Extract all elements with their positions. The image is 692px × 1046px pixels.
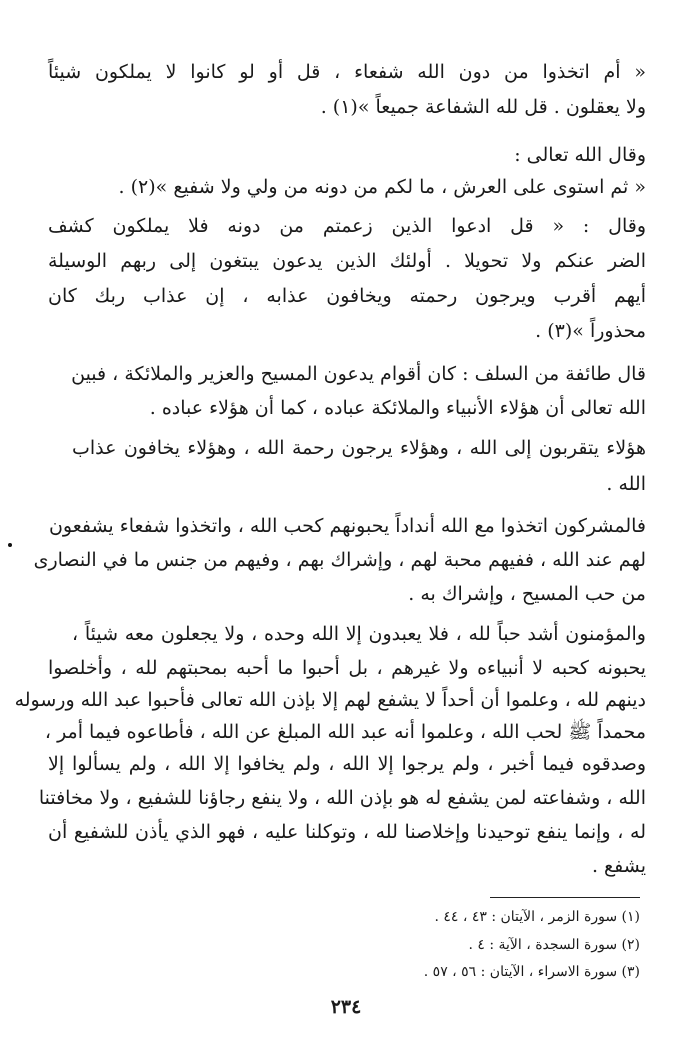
text-line: محمداً ﷺ لحب الله ، وعلموا أنه عبد الله المبلغ عن الله ، فأطاعوه فيما أمر ،	[44, 721, 646, 743]
text-line: الضر عنكم ولا تحويلا . أولئك الذين يدعون يبتغون إلى ربهم الوسيلة	[48, 250, 646, 272]
text-line: دينهم لله ، وعلموا أن أحداً لا يشفع لهم إلا بإذن الله تعالى فأحبوا عبد الله ورسوله	[14, 689, 646, 711]
text-line: يشفع .	[591, 855, 646, 877]
text-line: وصدقوه فيما أخبر ، ولم يرجوا إلا الله ، ولم يخافوا إلا الله ، ولم يسألوا إلا	[48, 753, 646, 775]
text-line: فالمشركون اتخذوا مع الله أنداداً يحبونهم كحب الله ، واتخذوا شفعاء يشفعون	[48, 515, 646, 537]
text-line: من حب المسيح ، وإشراك به .	[408, 583, 646, 605]
text-line: وقال : « قل ادعوا الذين زعمتم من دونه فلا يملكون كشف	[48, 215, 646, 237]
text-line: يحبونه كحبه لا أنبياءه ولا غيرهم ، بل أحبوا ما أحبه بمحبتهم لله ، وأخلصوا	[48, 657, 647, 679]
text-line: « ثم استوى على العرش ، ما لكم من دونه من ولي ولا شفيع »(٢) .	[118, 176, 646, 198]
text-line: وقال الله تعالى :	[514, 144, 646, 166]
text-line: لهم عند الله ، ففيهم محبة لهم ، وإشراك بهم ، وفيهم من جنس ما في النصارى	[33, 549, 646, 571]
page-number: ٢٣٤	[330, 996, 362, 1018]
text-line: الله تعالى أن هؤلاء الأنبياء والملائكة عباده ، كما أن هؤلاء عباده .	[149, 397, 646, 419]
margin-mark	[8, 543, 12, 547]
text-line: الله ، وشفاعته لمن يشفع له هو بإذن الله ، ولا ينفع رجاؤنا للشفيع ، ولا مخافتنا	[38, 787, 646, 809]
footnote: (٢) سورة السجدة ، الآية : ٤ .	[468, 937, 640, 953]
text-line: الله .	[606, 473, 646, 495]
text-line: أيهم أقرب ويرجون رحمته ويخافون عذابه ، إن عذاب ربك كان	[48, 285, 646, 307]
text-line: له ، وإنما ينفع توحيدنا وإخلاصنا لله ، وتوكلنا عليه ، فهو الذي يأذن للشفيع أن	[48, 821, 646, 843]
text-line: محذوراً »(٣) .	[535, 320, 646, 342]
footnote-divider	[490, 897, 640, 898]
text-line: « أم اتخذوا من دون الله شفعاء ، قل أو لو كانوا لا يملكون شيئاً	[48, 61, 646, 83]
text-line: قال طائفة من السلف : كان أقوام يدعون المسيح والعزير والملائكة ، فبين	[71, 363, 646, 385]
text-line: ولا يعقلون . قل لله الشفاعة جميعاً »(١) .	[320, 96, 646, 118]
text-line: هؤلاء يتقربون إلى الله ، وهؤلاء يرجون رحمة الله ، وهؤلاء يخافون عذاب	[72, 437, 646, 459]
text-line: والمؤمنون أشد حباً لله ، فلا يعبدون إلا الله وحده ، ولا يجعلون معه شيئاً ،	[72, 623, 646, 645]
footnote: (١) سورة الزمر ، الآيتان : ٤٣ ، ٤٤ .	[434, 909, 640, 925]
footnote: (٣) سورة الاسراء ، الآيتان : ٥٦ ، ٥٧ .	[423, 964, 640, 980]
